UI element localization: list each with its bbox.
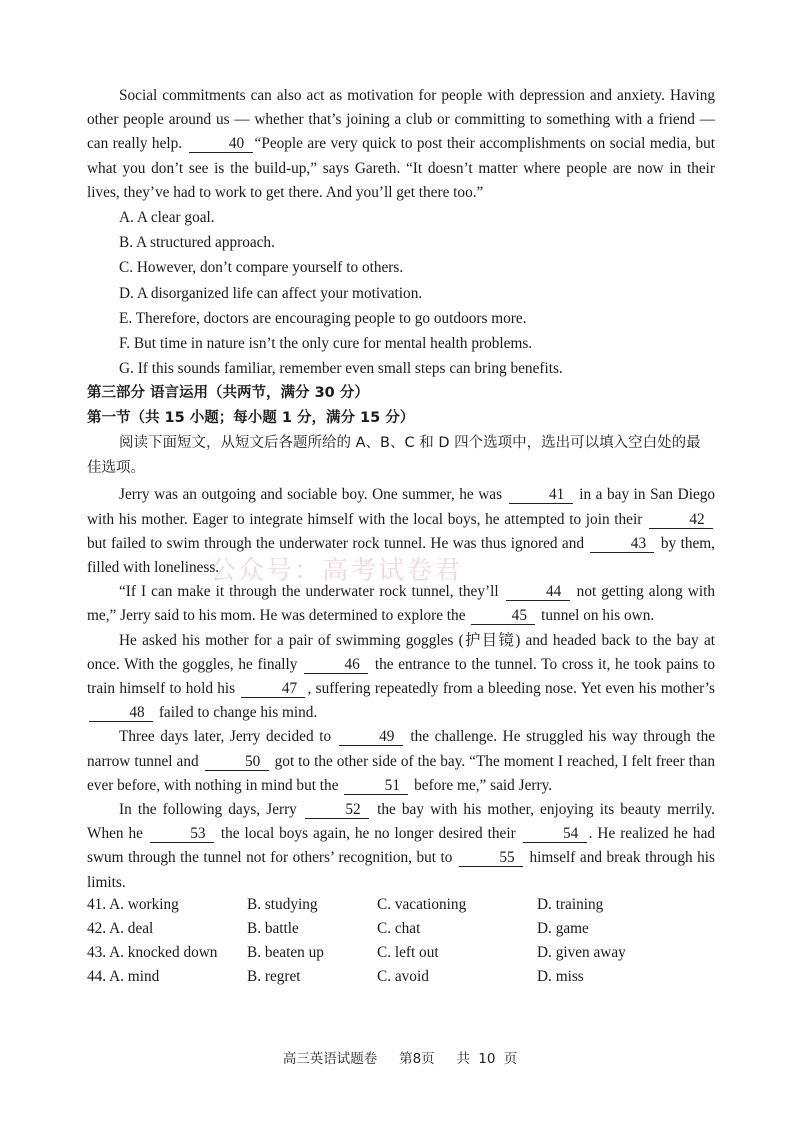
choice-cell: D. game [537,919,589,937]
option-list [87,205,715,381]
watermark: 公众号：高考试卷君 [210,556,463,586]
option-c: C. However, don’t compare yourself to others. [119,259,404,277]
cloze-paragraph-4: Three days later, Jerry decided to 49 the challenge. He struggled his way through the narrow tunnel and 50 got to the other side of the bay. “The moment I reached, I felt freer than ever before, with nothing in mind but the 51 before me,” said Jerry. [87,728,716,794]
section1-heading: 第一节（共 15 小题；每小题 1 分，满分 15 分） [87,410,415,427]
choice-row-42 [87,920,715,944]
option-f: F. But time in nature isn’t the only cure for mental health problems. [119,335,533,353]
blank-50: 50 [205,753,269,771]
choice-cell: D. miss [537,967,584,985]
cloze-paragraph-1: Jerry was an outgoing and sociable boy. One summer, he was 41 in a bay in San Diego with his mother. Eager to integrate himself with the local boys, he attempted to join their 42 but failed to swim through the underwater rock tunnel. He was thus ignored and 43 by them, filled with loneliness. [87,486,716,577]
blank-51: 51 [344,777,408,795]
blank-43: 43 [590,535,654,553]
choice-cell: C. chat [377,919,421,937]
choice-cell: D. given away [537,943,626,961]
cloze-paragraph-3: He asked his mother for a pair of swimming goggles (护目镜) and headed back to the bay at once. With the goggles, he finally 46 the entrance to the tunnel. To cross it, he took pains to train himself to hold his 47 , suffering repeatedly from a bleeding nose. Yet even his mother’s 48 failed to change his mind. [87,631,715,722]
choice-cell: B. battle [247,919,299,937]
blank-49: 49 [339,728,403,746]
choice-cell: 43. A. knocked down [87,943,218,961]
choice-cell: C. avoid [377,967,429,985]
blank-45: 45 [471,607,535,625]
option-d: D. A disorganized life can affect your motivation. [119,284,423,302]
blank-42: 42 [649,511,713,529]
blank-44: 44 [506,583,570,601]
choice-row-41 [87,896,715,920]
answer-choices-table [87,896,715,992]
option-b: B. A structured approach. [119,234,275,252]
option-e: E. Therefore, doctors are encouraging people to go outdoors more. [119,309,527,327]
choice-cell: C. vacationing [377,895,467,913]
passage-paragraph: Social commitments can also act as motivation for people with depression and anxiety. Having other people around us — whether that’s joining a club or committing to something with a friend — can really help. 40 “People are very quick to post their accomplishments on social media, but what you don’t see is the build-up,” says Gareth. “It doesn’t matter where people are now in their lives, they’ve had to work to get there. And you’ll get there too.” [87,87,716,201]
option-g: G. If this sounds familiar, remember even small steps can bring benefits. [119,360,563,378]
blank-52: 52 [305,801,369,819]
exam-page [87,84,715,992]
choice-row-44 [87,968,715,992]
blank-40: 40 [189,135,253,153]
cloze-paragraph-5: In the following days, Jerry 52 the bay with his mother, enjoying its beauty merrily. When he 53 the local boys again, he no longer desired their 54 . He realized he had swum through the tunnel not for others’ recognition, but to 55 himself and break through his limits. [87,801,716,891]
choice-cell: D. training [537,895,604,913]
choice-cell: B. regret [247,967,301,985]
choice-cell: B. beaten up [247,943,324,961]
blank-48: 48 [89,704,153,722]
blank-46: 46 [304,656,368,674]
choice-cell: 41. A. working [87,895,179,913]
choice-row-43 [87,944,715,968]
instructions: 阅读下面短文，从短文后各题所给的 A、B、C 和 D 四个选项中，选出可以填入空白处的最佳选项。 [87,435,701,477]
page-footer: 高三英语试题卷 第8页 共 10 页 [282,1051,518,1067]
part3-heading: 第三部分 语言运用（共两节，满分 30 分） [87,385,369,402]
choice-cell: 42. A. deal [87,919,154,937]
blank-54: 54 [523,825,587,843]
blank-47: 47 [241,680,305,698]
blank-41: 41 [509,486,573,504]
blank-53: 53 [150,825,214,843]
cloze-paragraph-2: “If I can make it through the underwater rock tunnel, they’ll 44 not getting along with me,” Jerry said to his mom. He was determined to explore the 45 tunnel on his own. [87,583,716,625]
choice-cell: C. left out [377,943,439,961]
choice-cell: B. studying [247,895,318,913]
blank-55: 55 [459,849,523,867]
option-a: A. A clear goal. [119,209,215,227]
choice-cell: 44. A. mind [87,967,160,985]
